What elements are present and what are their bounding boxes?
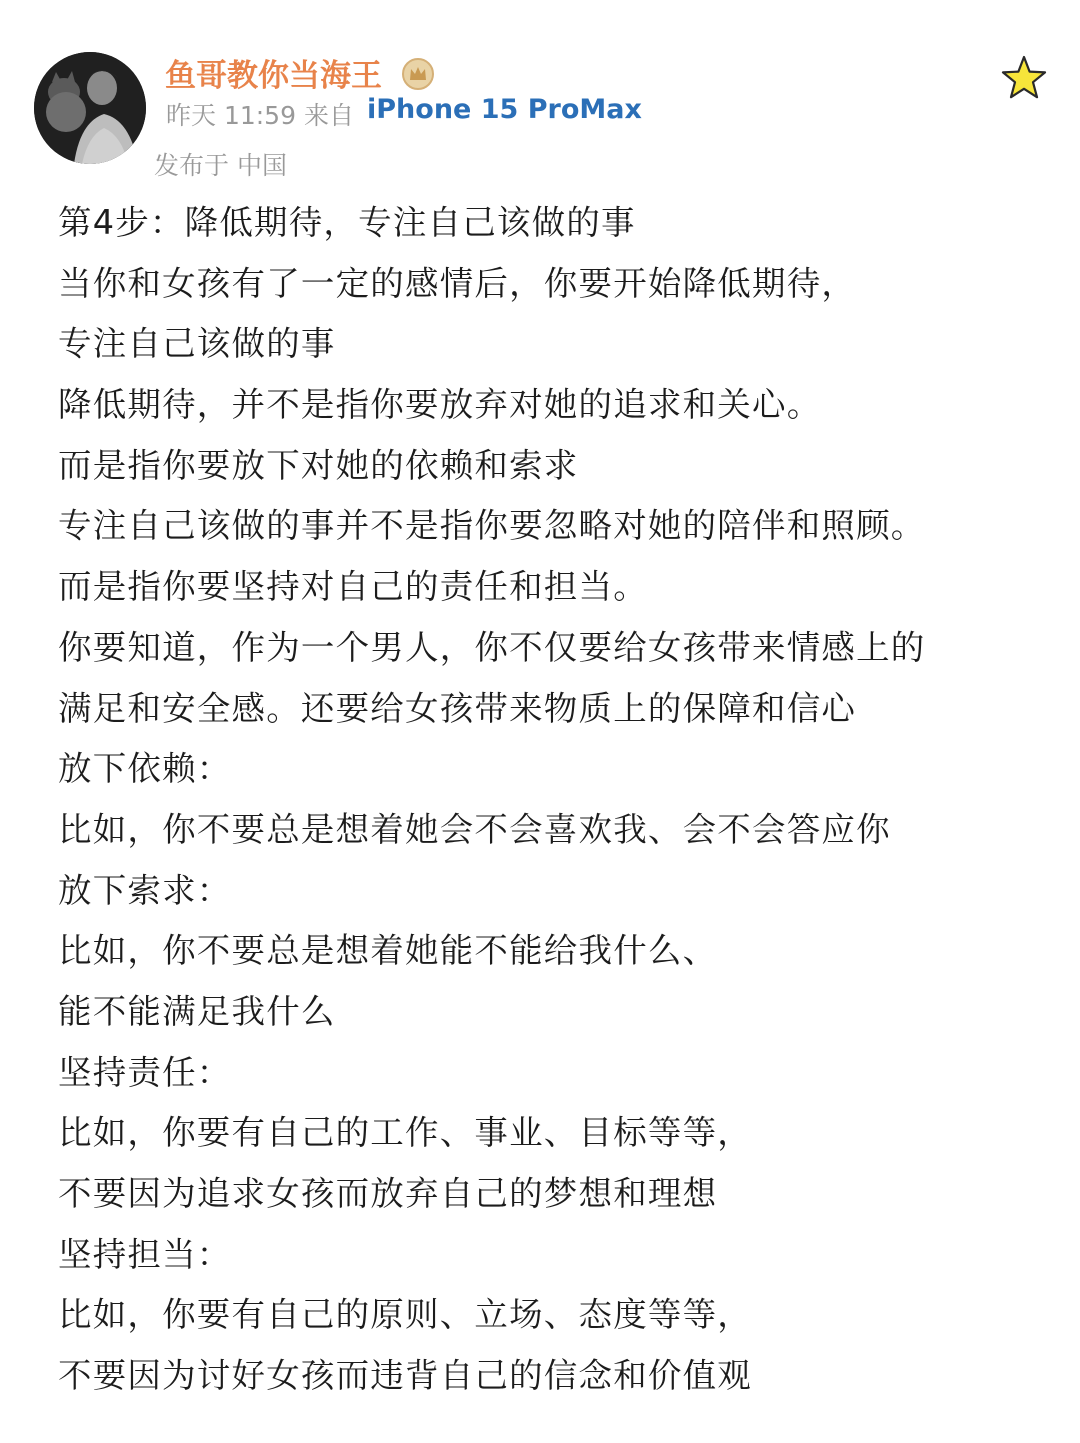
post-line: 比如，你要有自己的工作、事业、目标等等， — [58, 1113, 752, 1153]
post-line: 比如，你不要总是想着她能不能给我什么、 — [58, 931, 718, 971]
post-line: 专注自己该做的事并不是指你要忽略对她的陪伴和照顾。 — [58, 506, 926, 546]
avatar-photo — [34, 52, 146, 164]
post-line: 而是指你要放下对她的依赖和索求 — [58, 445, 579, 485]
post-line: 比如，你不要总是想着她会不会喜欢我、会不会答应你 — [58, 809, 891, 849]
post-line: 专注自己该做的事 — [58, 324, 336, 364]
avatar[interactable] — [34, 52, 146, 164]
post-line: 满足和安全感。还要给女孩带来物质上的保障和信心 — [58, 688, 857, 728]
device-link[interactable]: iPhone 15 ProMax — [367, 94, 642, 125]
favorite-button[interactable] — [1000, 54, 1048, 100]
post-line: 不要因为追求女孩而放弃自己的梦想和理想 — [58, 1174, 718, 1213]
vip-badge-icon — [402, 58, 434, 90]
post-line: 而是指你要坚持对自己的责任和担当。 — [58, 567, 648, 607]
star-icon — [1000, 54, 1048, 100]
post-line: 能不能满足我什么 — [58, 991, 336, 1031]
post-location: 发布于 中国 — [154, 151, 287, 180]
post-line: 比如，你要有自己的原则、立场、态度等等， — [58, 1295, 752, 1335]
post-line: 不要因为讨好女孩而违背自己的信念和价值观 — [58, 1356, 752, 1396]
post-time: 昨天 11:59 来自 — [166, 101, 354, 130]
author-name[interactable]: 鱼哥教你当海王 — [165, 58, 382, 94]
post-line: 第4步：降低期待，专注自己该做的事 — [58, 203, 636, 242]
post-line: 坚持担当： — [58, 1234, 232, 1274]
post-line: 放下索求： — [58, 870, 232, 910]
post-line: 你要知道，作为一个男人，你不仅要给女孩带来情感上的 — [58, 627, 926, 667]
post-header — [0, 0, 1080, 185]
post-line: 降低期待，并不是指你要放弃对她的追求和关心。 — [58, 385, 822, 425]
post-line: 放下依赖： — [58, 749, 232, 789]
post-line: 坚持责任： — [58, 1052, 232, 1092]
post-line: 当你和女孩有了一定的感情后，你要开始降低期待， — [58, 263, 857, 303]
post-body — [58, 193, 1058, 1407]
